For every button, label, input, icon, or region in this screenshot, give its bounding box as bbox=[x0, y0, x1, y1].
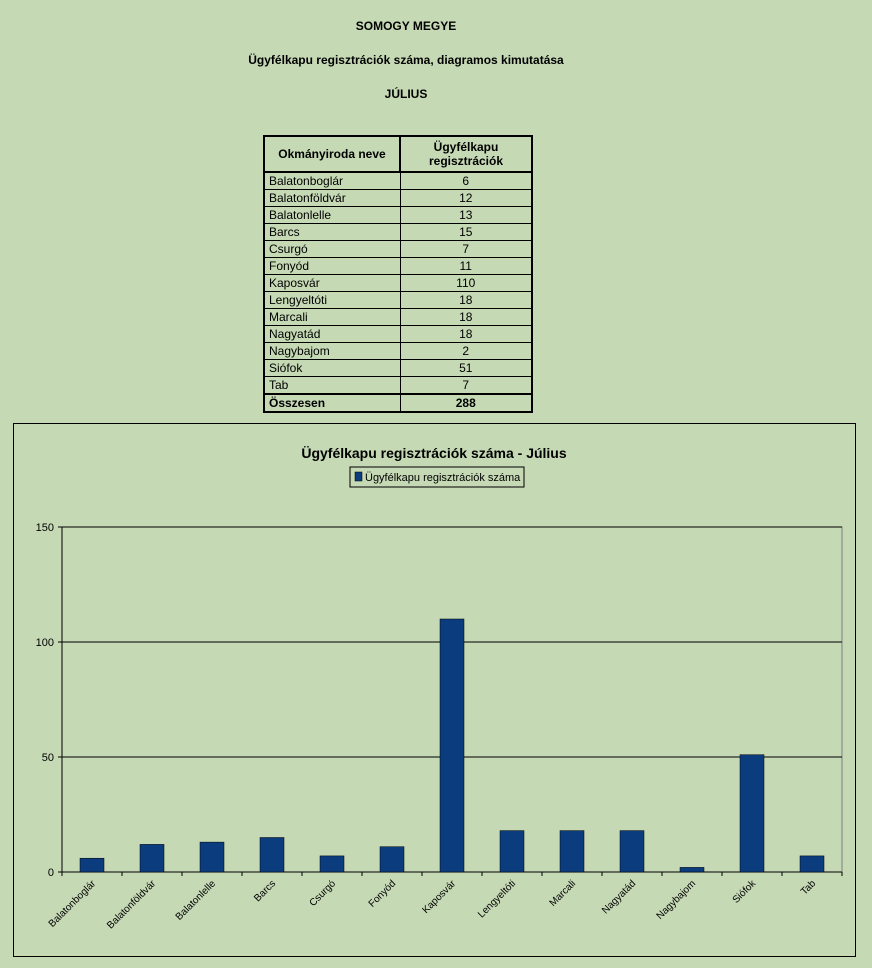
registration-count-cell: 6 bbox=[400, 172, 532, 190]
registration-table bbox=[263, 135, 533, 413]
x-tick-label: Csurgó bbox=[307, 878, 339, 909]
y-tick-label: 50 bbox=[41, 752, 54, 764]
x-tick-label: Kaposvár bbox=[420, 878, 459, 916]
table-row bbox=[264, 326, 532, 343]
office-name-cell: Balatonföldvár bbox=[264, 190, 400, 207]
office-name-cell: Fonyód bbox=[264, 258, 400, 275]
table-row bbox=[264, 207, 532, 224]
y-tick-label: 100 bbox=[35, 637, 54, 649]
office-name-cell: Csurgó bbox=[264, 241, 400, 258]
bar-balatonlelle bbox=[200, 842, 224, 872]
registration-count-cell: 13 bbox=[400, 207, 532, 224]
chart-title: Ügyfélkapu regisztrációk száma - Július bbox=[301, 445, 567, 461]
table-total-row bbox=[264, 394, 532, 412]
county-title: SOMOGY MEGYE bbox=[355, 19, 457, 33]
table-row bbox=[264, 343, 532, 360]
bar-balatonföldvár bbox=[140, 844, 164, 872]
column-header-office: Okmányiroda neve bbox=[264, 136, 400, 172]
legend-label: Ügyfélkapu regisztrációk száma bbox=[365, 472, 521, 484]
registration-count-cell: 18 bbox=[400, 309, 532, 326]
x-tick-label: Balatonlelle bbox=[173, 878, 219, 923]
office-name-cell: Nagybajom bbox=[264, 343, 400, 360]
office-name-cell: Balatonboglár bbox=[264, 172, 400, 190]
registration-count-cell: 110 bbox=[400, 275, 532, 292]
table-row bbox=[264, 172, 532, 190]
registration-count-cell: 2 bbox=[400, 343, 532, 360]
total-value-cell: 288 bbox=[400, 394, 532, 412]
registration-count-cell: 15 bbox=[400, 224, 532, 241]
table-header-row bbox=[264, 136, 532, 172]
table-row bbox=[264, 241, 532, 258]
table-row bbox=[264, 224, 532, 241]
x-tick-label: Fonyód bbox=[366, 878, 399, 910]
office-name-cell: Kaposvár bbox=[264, 275, 400, 292]
x-tick-label: Nagybajom bbox=[654, 878, 699, 922]
bar-nagybajom bbox=[680, 867, 704, 872]
registration-count-cell: 12 bbox=[400, 190, 532, 207]
bar-chart bbox=[14, 424, 855, 956]
office-name-cell: Balatonlelle bbox=[264, 207, 400, 224]
table-row bbox=[264, 292, 532, 309]
chart-frame bbox=[13, 423, 856, 957]
table-row bbox=[264, 377, 532, 395]
registration-count-cell: 7 bbox=[400, 241, 532, 258]
x-tick-label: Tab bbox=[798, 878, 819, 898]
bar-lengyeltóti bbox=[500, 831, 524, 872]
x-tick-label: Nagyatád bbox=[600, 878, 639, 917]
bar-barcs bbox=[260, 838, 284, 873]
bar-marcali bbox=[560, 831, 584, 872]
x-tick-label: Balatonboglár bbox=[46, 878, 99, 930]
bar-tab bbox=[800, 856, 824, 872]
month-title: JÚLIUS bbox=[384, 87, 428, 101]
x-tick-label: Lengyeltóti bbox=[476, 878, 519, 921]
x-tick-label: Siófok bbox=[730, 878, 759, 906]
bar-balatonboglár bbox=[80, 858, 104, 872]
bar-csurgó bbox=[320, 856, 344, 872]
legend-swatch bbox=[355, 472, 362, 481]
report-subtitle: Ügyfélkapu regisztrációk száma, diagramos kimutatása bbox=[248, 53, 564, 67]
registration-count-cell: 11 bbox=[400, 258, 532, 275]
office-name-cell: Tab bbox=[264, 377, 400, 395]
registration-count-cell: 51 bbox=[400, 360, 532, 377]
office-name-cell: Lengyeltóti bbox=[264, 292, 400, 309]
bar-kaposvár bbox=[440, 619, 464, 872]
y-tick-label: 0 bbox=[47, 867, 54, 879]
total-label-cell: Összesen bbox=[264, 394, 400, 412]
x-tick-label: Balatonföldvár bbox=[105, 878, 159, 932]
registration-count-cell: 18 bbox=[400, 292, 532, 309]
registration-count-cell: 7 bbox=[400, 377, 532, 395]
x-tick-label: Marcali bbox=[547, 878, 579, 909]
bar-fonyód bbox=[380, 847, 404, 872]
table-row bbox=[264, 275, 532, 292]
y-tick-label: 150 bbox=[35, 522, 54, 534]
x-tick-label: Barcs bbox=[252, 878, 279, 905]
office-name-cell: Marcali bbox=[264, 309, 400, 326]
table-row bbox=[264, 258, 532, 275]
office-name-cell: Barcs bbox=[264, 224, 400, 241]
table-row bbox=[264, 360, 532, 377]
registration-count-cell: 18 bbox=[400, 326, 532, 343]
bar-nagyatád bbox=[620, 831, 644, 872]
office-name-cell: Nagyatád bbox=[264, 326, 400, 343]
table-row bbox=[264, 309, 532, 326]
table-row bbox=[264, 190, 532, 207]
bar-siófok bbox=[740, 755, 764, 872]
column-header-registrations: Ügyfélkapu regisztrációk bbox=[400, 136, 532, 172]
office-name-cell: Siófok bbox=[264, 360, 400, 377]
